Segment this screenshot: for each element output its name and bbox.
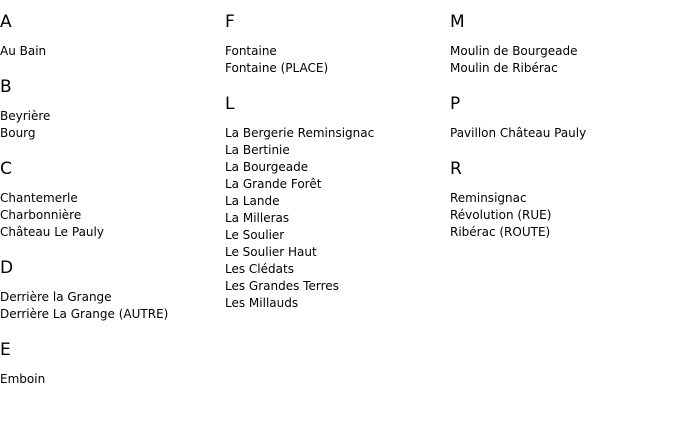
street-link[interactable]: La Lande [225, 194, 280, 208]
street-list [0, 43, 220, 60]
letter-group-d [0, 258, 220, 323]
street-link[interactable]: Révolution (RUE) [450, 208, 552, 222]
letter-group-e [0, 340, 220, 388]
street-link[interactable]: Pavillon Château Pauly [450, 126, 587, 140]
index-column-1 [0, 12, 220, 405]
street-link[interactable]: Derrière La Grange (AUTRE) [0, 307, 169, 321]
street-list [450, 43, 670, 77]
letter-heading: P [450, 94, 461, 114]
street-list [450, 125, 670, 142]
letter-heading: M [450, 12, 465, 32]
letter-group-l [225, 94, 445, 312]
letter-group-a [0, 12, 220, 60]
street-link[interactable]: Chantemerle [0, 191, 78, 205]
street-link[interactable]: Derrière la Grange [0, 290, 112, 304]
street-link[interactable]: Ribérac (ROUTE) [450, 225, 551, 239]
index-column-2 [225, 12, 445, 329]
street-link[interactable]: Beyrière [0, 109, 51, 123]
street-list [0, 289, 220, 323]
letter-heading: L [225, 94, 235, 114]
street-link[interactable]: Le Soulier Haut [225, 245, 317, 259]
letter-heading: F [225, 12, 235, 32]
street-link[interactable]: La Grande Forêt [225, 177, 322, 191]
street-link[interactable]: La Bergerie Reminsignac [225, 126, 375, 140]
street-list [0, 371, 220, 388]
street-list [0, 190, 220, 241]
street-link[interactable]: Fontaine [225, 44, 277, 58]
street-link[interactable]: Reminsignac [450, 191, 527, 205]
street-link[interactable]: Emboin [0, 372, 46, 386]
street-link[interactable]: Le Soulier [225, 228, 285, 242]
street-list [0, 108, 220, 142]
street-link[interactable]: La Milleras [225, 211, 290, 225]
letter-heading: B [0, 77, 12, 97]
street-link[interactable]: Moulin de Bourgeade [450, 44, 578, 58]
index-column-3 [450, 12, 670, 258]
street-link[interactable]: Les Millauds [225, 296, 299, 310]
street-list [225, 125, 445, 312]
street-link[interactable]: La Bourgeade [225, 160, 309, 174]
letter-heading: R [450, 159, 462, 179]
street-link[interactable]: La Bertinie [225, 143, 290, 157]
street-link[interactable]: Au Bain [0, 44, 47, 58]
street-link[interactable]: Charbonnière [0, 208, 82, 222]
letter-heading: D [0, 258, 14, 278]
letter-group-f [225, 12, 445, 77]
street-link[interactable]: Bourg [0, 126, 36, 140]
letter-heading: C [0, 159, 12, 179]
letter-heading: E [0, 340, 11, 360]
letter-group-m [450, 12, 670, 77]
letter-group-b [0, 77, 220, 142]
street-link[interactable]: Moulin de Ribérac [450, 61, 558, 75]
letter-group-p [450, 94, 670, 142]
street-link[interactable]: Les Grandes Terres [225, 279, 339, 293]
letter-group-c [0, 159, 220, 241]
street-link[interactable]: Les Clédats [225, 262, 294, 276]
letter-group-r [450, 159, 670, 241]
letter-heading: A [0, 12, 12, 32]
street-link[interactable]: Château Le Pauly [0, 225, 104, 239]
street-list [225, 43, 445, 77]
street-list [450, 190, 670, 241]
street-link[interactable]: Fontaine (PLACE) [225, 61, 329, 75]
